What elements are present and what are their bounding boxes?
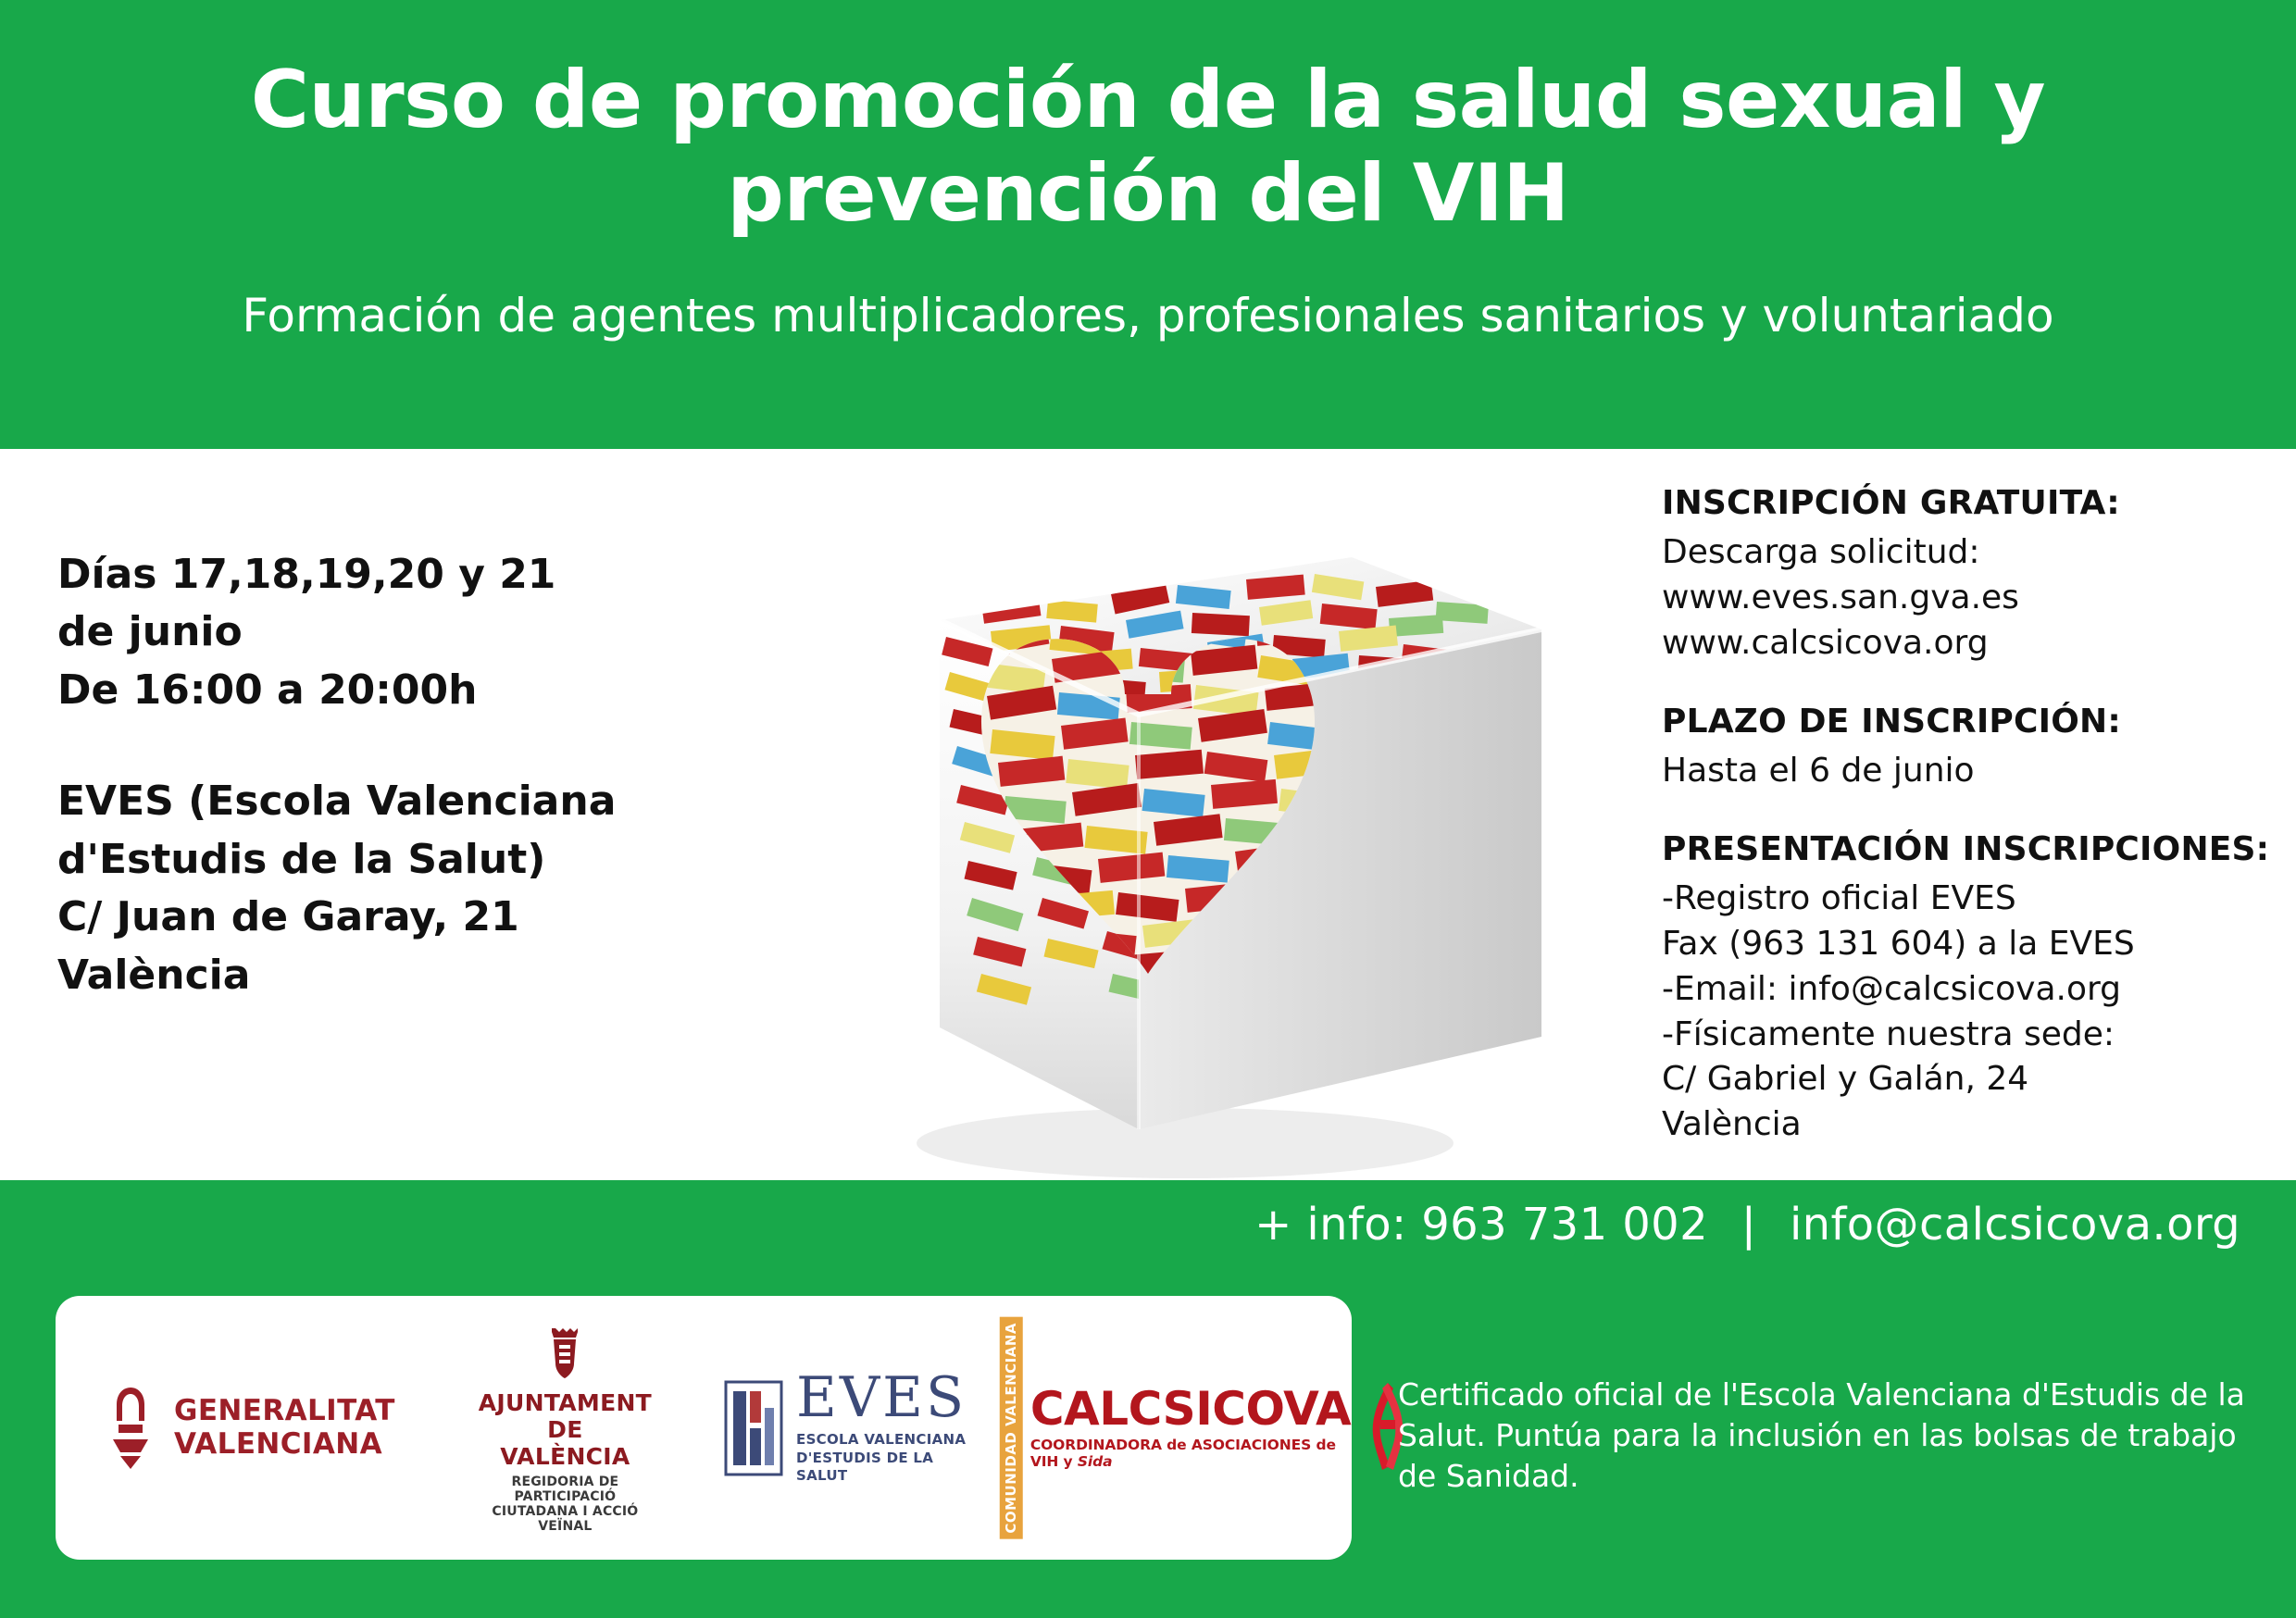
registration-submit-block: [1662, 828, 2273, 1149]
certificate-line3: de Sanidad.: [1398, 1458, 1579, 1495]
calcsicova-region-tag: [1000, 1317, 1023, 1539]
contact-separator: |: [1741, 1199, 1757, 1251]
logo-eves: [724, 1365, 967, 1486]
ajuntament-name: AJUNTAMENT DE VALÈNCIA: [478, 1388, 653, 1470]
page-title: Curso de promoción de la salud sexual y prevención del VIH: [250, 54, 2046, 241]
event-time: De 16:00 a 20:00h: [57, 666, 478, 714]
event-dates-line2: de junio: [57, 608, 243, 656]
calcsicova-region-line1: COMUNIDAD: [1003, 1431, 1020, 1534]
ajuntament-crest-icon: [541, 1323, 589, 1382]
logo-card: [56, 1296, 1352, 1560]
calcsicova-region-line2: VALENCIANA: [1003, 1322, 1020, 1426]
contact-phone[interactable]: + info: 963 731 002: [1254, 1199, 1709, 1251]
contact-bar: [926, 1199, 2240, 1251]
eves-subtitle-line2: D'ESTUDIS DE LA SALUT: [796, 1449, 934, 1485]
logo-generalitat-valenciana: [104, 1384, 395, 1473]
spacer: [57, 719, 761, 773]
venue-line2: d'Estudis de la Salut): [57, 835, 546, 883]
generalitat-line1: GENERALITAT: [174, 1393, 395, 1427]
registration-free-line1: Descarga solicitud:: [1662, 532, 1980, 571]
registration-deadline-block: [1662, 700, 2273, 794]
page-subtitle: Formación de agentes multiplicadores, profesionales sanitarios y voluntariado: [242, 289, 2054, 342]
calcsicova-subtitle: [1030, 1437, 1351, 1470]
venue-line4: València: [57, 951, 251, 999]
ajuntament-department: REGIDORIA DE PARTICIPACIÓ CIUTADANA I ACCIÓ VEÏNAL: [492, 1474, 639, 1534]
submit-option-fax: Fax (963 131 604) a la EVES: [1662, 924, 2135, 963]
submit-address-city: València: [1662, 1105, 1802, 1144]
submit-option-office: -Registro oficial EVES: [1662, 878, 2016, 917]
event-dates-line1: Días 17,18,19,20 y 21: [57, 551, 556, 598]
registration-website-calcsicova[interactable]: www.calcsicova.org: [1662, 623, 1989, 662]
submit-option-email[interactable]: -Email: info@calcsicova.org: [1662, 969, 2122, 1008]
eves-wordmark: [796, 1365, 967, 1486]
calcsicova-subtitle-b: Sida: [1077, 1452, 1113, 1470]
event-details: [57, 546, 761, 1004]
venue-line1: EVES (Escola Valenciana: [57, 778, 617, 826]
calcsicova-wordmark: [1029, 1381, 1352, 1470]
certificate-note: [1398, 1375, 2250, 1498]
logo-row: [56, 1296, 1352, 1560]
eves-subtitle: [796, 1431, 967, 1486]
calcsicova-name: CALCSICOVA: [1029, 1381, 1352, 1436]
submit-address-street: C/ Gabriel y Galán, 24: [1662, 1060, 2029, 1099]
venue-line3: C/ Juan de Garay, 21: [57, 893, 519, 941]
generalitat-crest-icon: [104, 1384, 157, 1473]
registration-submit-heading: PRESENTACIÓN INSCRIPCIONES:: [1662, 829, 2270, 868]
logo-calcsicova: [1000, 1317, 1412, 1539]
registration-free-heading: INSCRIPCIÓN GRATUITA:: [1662, 484, 2120, 522]
logo-ajuntament-valencia: [479, 1323, 652, 1534]
submit-option-inperson: -Físicamente nuestra sede:: [1662, 1014, 2115, 1053]
eves-subtitle-line1: ESCOLA VALENCIANA: [796, 1431, 967, 1449]
certificate-line1: Certificado oficial de l'Escola Valenciana d'Estudis de la: [1398, 1376, 2245, 1413]
registration-deadline-value: Hasta el 6 de junio: [1662, 751, 1975, 790]
contact-email[interactable]: info@calcsicova.org: [1789, 1199, 2240, 1251]
registration-info: [1662, 481, 2273, 1148]
registration-website-eves[interactable]: www.eves.san.gva.es: [1662, 578, 2019, 616]
registration-deadline-heading: PLAZO DE INSCRIPCIÓN:: [1662, 702, 2121, 741]
generalitat-wordmark: [174, 1395, 395, 1462]
registration-free-block: [1662, 481, 2273, 666]
heart-cube-illustration: [704, 389, 1592, 1222]
eves-symbol-icon: [724, 1380, 783, 1476]
eves-name: EVES: [796, 1365, 967, 1431]
calcsicova-subtitle-a: COORDINADORA de ASOCIACIONES de VIH y: [1029, 1436, 1336, 1470]
generalitat-line2: VALENCIANA: [174, 1426, 382, 1461]
certificate-line2: Salut. Puntúa para la inclusión en las bolsas de trabajo: [1398, 1417, 2237, 1454]
